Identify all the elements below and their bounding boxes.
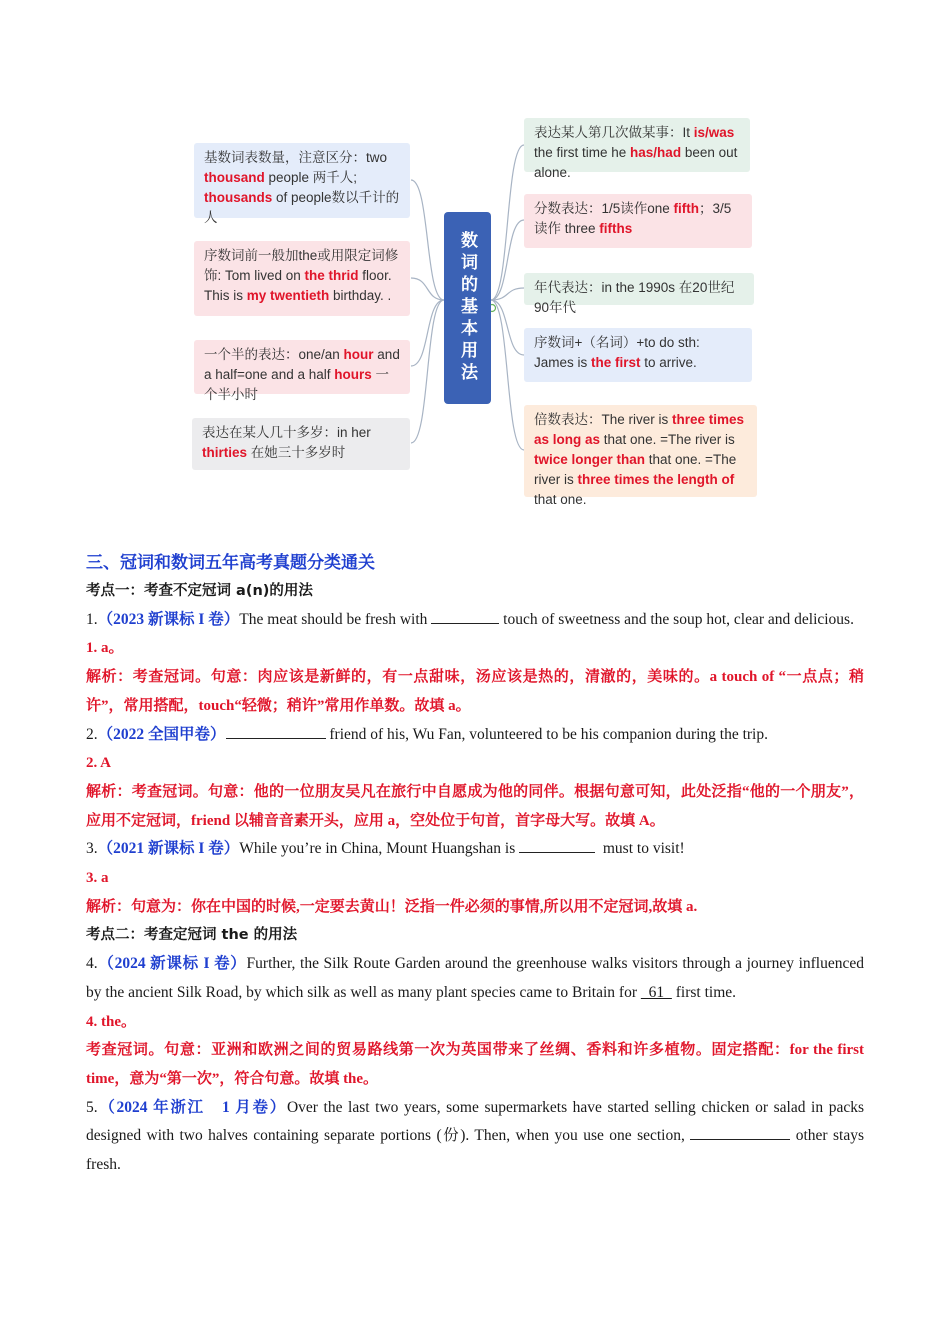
- ordinal-node-text-3: my twentieth: [246, 288, 330, 303]
- cardinal-node-text-0: 基数词表数量，注意区分：two: [204, 150, 388, 165]
- point-two-heading: 考点二：考查定冠词 the 的用法: [86, 927, 298, 944]
- first-time-node-text-4: been out alone.: [534, 145, 738, 180]
- ordinal-node-text-2: floor. This is: [204, 268, 392, 303]
- multiple-node-text-4: that one. =The river is: [534, 452, 737, 487]
- question-3-explanation: 解析：句意为：你在中国的时候,一定要去黄山！泛指一件必须的事情,所以用不定冠词,故填 a.: [86, 898, 698, 915]
- multiple-node-text-0: 倍数表达：The river is: [534, 412, 673, 427]
- ordinal-node-text-0: 序数词前一般加the或用限定词修饰: Tom lived on: [204, 248, 399, 283]
- cardinal-node-text-4: of people数以千计的人: [204, 190, 400, 225]
- mindmap-node-decade: [524, 273, 754, 315]
- question-4-text: Further, the Silk Route Garden around the greenhouse walks visitors through a journey influenced by the ancient Silk Road, by which silk as well as many plant species came to Britain for: [86, 955, 864, 1001]
- question-1-explanation: 解析：考查冠词。句意：肉应该是新鲜的，有一点甜味，汤应该是热的，清澈的，美味的。a touch of “一点点；稍许”，常用搭配，touch“轻微；稍许”常用作单数。故填 a。: [86, 669, 864, 714]
- question-2-source: （2022 全国甲卷）: [97, 725, 226, 743]
- question-3-source: （2021 新课标 I 卷）: [97, 840, 240, 858]
- question-4-number: 4.: [86, 955, 98, 973]
- mindmap-node-age: [192, 418, 410, 470]
- question-5-text-after: other stays fresh.: [86, 1127, 864, 1174]
- question-5-source: （2024 年浙江 1 月卷）: [97, 1098, 287, 1116]
- cardinal-node-text-1: thousand: [204, 170, 265, 185]
- connector-age: [411, 300, 444, 443]
- fraction-node-text-2: ；3/5 读作 three: [534, 201, 732, 236]
- fraction-node-text-1: fifth: [673, 201, 700, 216]
- half-node-text-4: 一个半小时: [204, 367, 390, 402]
- mindmap-node-ordinal-todo: [524, 328, 752, 382]
- question-3: [86, 835, 864, 864]
- question-3-answer: 3. a: [86, 870, 109, 887]
- question-3-text: While you’re in China, Mount Huangshan is: [239, 840, 516, 858]
- question-5-blank[interactable]: [690, 1122, 790, 1140]
- first-time-node-text-3: has/had: [630, 145, 682, 160]
- question-3-number: 3.: [86, 840, 98, 858]
- section-title: 三、冠词和数词五年高考真题分类通关: [86, 553, 375, 573]
- multiple-node-text-2: that one. =The river is: [600, 432, 735, 447]
- point-one-heading: 考点一：考查不定冠词 a(n)的用法: [86, 583, 313, 599]
- ordinal-todo-node-text-1: the first: [591, 355, 641, 370]
- mindmap: [0, 0, 950, 510]
- question-4-answer: 4. the。: [86, 1013, 136, 1030]
- ordinal-todo-node-text-0: 序数词+（名词）+to do sth: James is: [534, 335, 700, 370]
- mindmap-node-multiple: [524, 405, 757, 507]
- question-2-text-after: friend of his, Wu Fan, volunteered to be his companion during the trip.: [329, 725, 768, 743]
- question-1-number: 1.: [86, 610, 98, 628]
- connector-half: [411, 300, 444, 366]
- question-5-number: 5.: [86, 1098, 98, 1116]
- question-2: [86, 721, 864, 750]
- multiple-node-text-3: twice longer than: [534, 452, 646, 467]
- question-5-text: Over the last two years, some supermarkets have started selling chicken or salad in packs designed with two halves containing separate portions (份). Then, when you use one section,: [86, 1098, 864, 1145]
- cardinal-node-text-3: thousands: [204, 190, 273, 205]
- question-1: [86, 606, 864, 635]
- decade-node-text-0: 年代表达：in the 1990s 在20世纪90年代: [534, 280, 735, 315]
- mindmap-node-cardinal: [194, 143, 410, 225]
- fraction-node-text-3: fifths: [599, 221, 633, 236]
- multiple-node-text-1: three times as long as: [534, 412, 745, 447]
- half-node-text-1: hour: [343, 347, 374, 362]
- question-4: [86, 950, 864, 1007]
- question-2-number: 2.: [86, 725, 98, 743]
- age-node-text-1: thirties: [202, 445, 248, 460]
- age-node-text-0: 表达在某人几十多岁：in her: [202, 425, 371, 440]
- first-time-node-text-1: is/was: [693, 125, 735, 140]
- question-1-text: The meat should be fresh with: [239, 610, 428, 628]
- half-node-text-3: hours: [334, 367, 372, 382]
- question-2-answer: 2. A: [86, 755, 112, 772]
- mindmap-node-fraction: [524, 194, 752, 248]
- ordinal-node-text-4: birthday. .: [329, 288, 392, 303]
- question-4-blank[interactable]: 61: [640, 983, 672, 1001]
- ordinal-node-text-1: the thrid: [304, 268, 359, 283]
- question-4-text-after: first time.: [675, 983, 737, 1001]
- mindmap-node-ordinal: [194, 241, 410, 316]
- connector-cardinal: [411, 180, 444, 300]
- question-1-source: （2023 新课标 I 卷）: [97, 610, 240, 628]
- multiple-node-text-5: three times the length of: [577, 472, 735, 487]
- question-3-blank[interactable]: [519, 835, 595, 853]
- half-node-text-2: and a half=one and a half: [204, 347, 400, 382]
- question-4-source: （2024 新课标 I 卷）: [97, 955, 247, 973]
- mindmap-node-half: [194, 340, 410, 402]
- age-node-text-2: 在她三十多岁时: [247, 445, 346, 460]
- mindmap-node-first-time: [524, 118, 750, 180]
- multiple-node-text-6: that one.: [534, 492, 587, 507]
- cardinal-node-text-2: people 两千人;: [264, 170, 358, 185]
- mindmap-center-title: 数词的基本用法: [444, 212, 491, 404]
- exam-content: [86, 549, 864, 1180]
- connector-multiple: [491, 300, 524, 450]
- question-4-explanation: 考查冠词。句意：亚洲和欧洲之间的贸易路线第一次为英国带来了丝绸、香料和许多植物。固定搭配：for the first time，意为“第一次”，符合句意。故填 the。: [86, 1042, 864, 1087]
- question-2-explanation: 解析：考查冠词。句意：他的一位朋友吴凡在旅行中自愿成为他的同伴。根据句意可知，此处泛指“他的一个朋友”，应用不定冠词，friend 以辅音音素开头，应用 a，空处位于句首，首字母大写。故填 A。: [86, 783, 864, 829]
- question-1-text-after: touch of sweetness and the soup hot, clear and delicious.: [503, 610, 854, 628]
- question-5: [86, 1094, 864, 1180]
- ordinal-todo-node-text-2: to arrive.: [640, 355, 697, 370]
- first-time-node-text-2: the first time he: [534, 145, 631, 160]
- fraction-node-text-0: 分数表达：1/5读作one: [534, 201, 674, 216]
- question-2-blank[interactable]: [226, 721, 326, 739]
- question-1-answer: 1. a。: [86, 640, 124, 657]
- half-node-text-0: 一个半的表达：one/an: [204, 347, 344, 362]
- question-3-text-after: must to visit!: [602, 840, 685, 858]
- question-1-blank[interactable]: [431, 606, 499, 624]
- first-time-node-text-0: 表达某人第几次做某事：It: [534, 125, 694, 140]
